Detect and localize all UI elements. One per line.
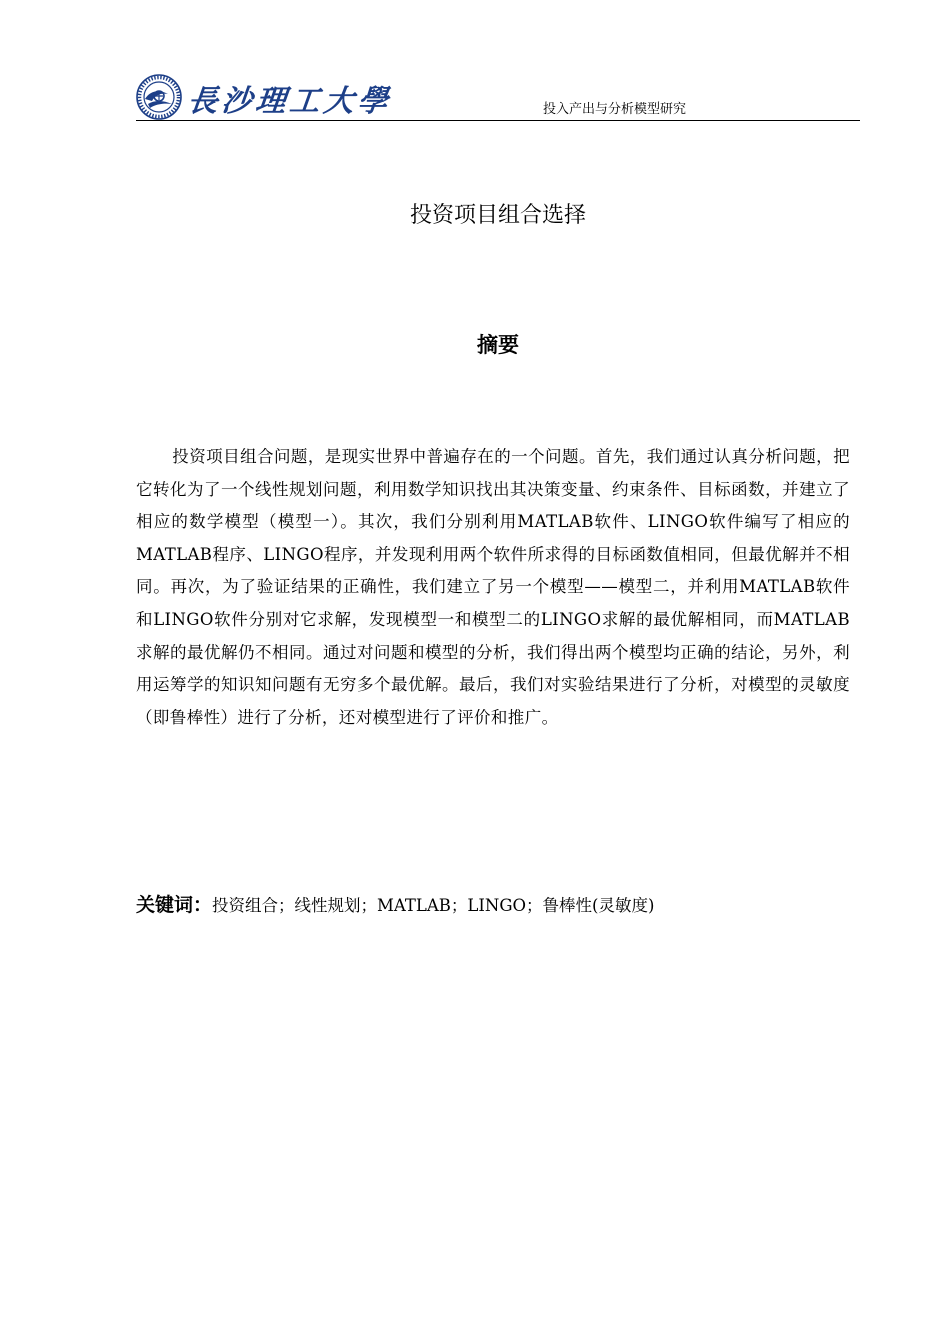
document-title: 投资项目组合选择 [409, 203, 586, 228]
running-header-title: 投入产出与分析模型研究 [542, 102, 686, 117]
university-name-logo: 長沙理工大學 [185, 84, 394, 119]
keywords-line [136, 890, 850, 917]
page-header [136, 66, 860, 121]
university-seal-logo [136, 74, 182, 120]
keywords-label: 关键词： [136, 894, 213, 916]
abstract-paragraph: 投资项目组合问题，是现实世界中普遍存在的一个问题。首先，我们通过认真分析问题，把它转化为了一个线性规划问题，利用数学知识找出其决策变量、约束条件、目标函数，并建立了相应的数学模型（模型一）。其次，我们分别利用MATLAB软件、LINGO软件编写了相应的MATLAB程序、LINGO程序，并发现利用两个软件所求得的目标函数值相同，但最优解并不相同。再次，为了验证结果的正确性，我们建立了另一个模型——模型二，并利用MATLAB软件和LINGO软件分别对它求解，发现模型一和模型二的LINGO求解的最优解相同，而MATLAB求解的最优解仍不相同。通过对问题和模型的分析，我们得出两个模型均正确的结论，另外，利用运筹学的知识知问题有无穷多个最优解。最后，我们对实验结果进行了分析，对模型的灵敏度（即鲁棒性）进行了分析，还对模型进行了评价和推广。 [136, 447, 850, 727]
keywords-text: 投资组合；线性规划；MATLAB；LINGO；鲁棒性(灵敏度) [212, 896, 655, 915]
abstract-heading: 摘要 [477, 333, 519, 357]
